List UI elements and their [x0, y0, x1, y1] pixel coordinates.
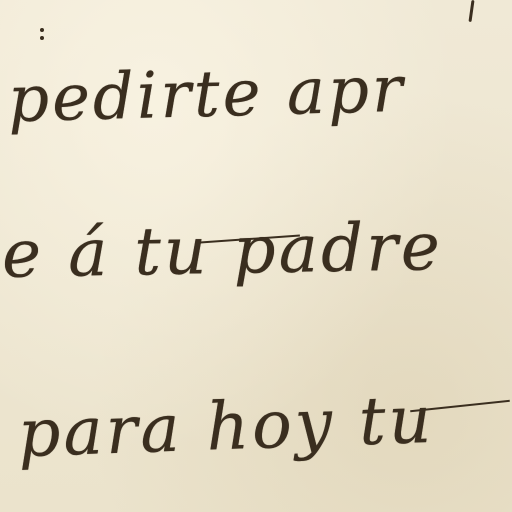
handwritten-line-2: e á tu padre — [1, 208, 444, 293]
ink-mark — [40, 28, 44, 32]
ink-stroke — [468, 0, 474, 22]
handwritten-line-3: para hoy tu — [16, 380, 436, 473]
handwritten-line-1: pedirte apr — [7, 52, 407, 138]
